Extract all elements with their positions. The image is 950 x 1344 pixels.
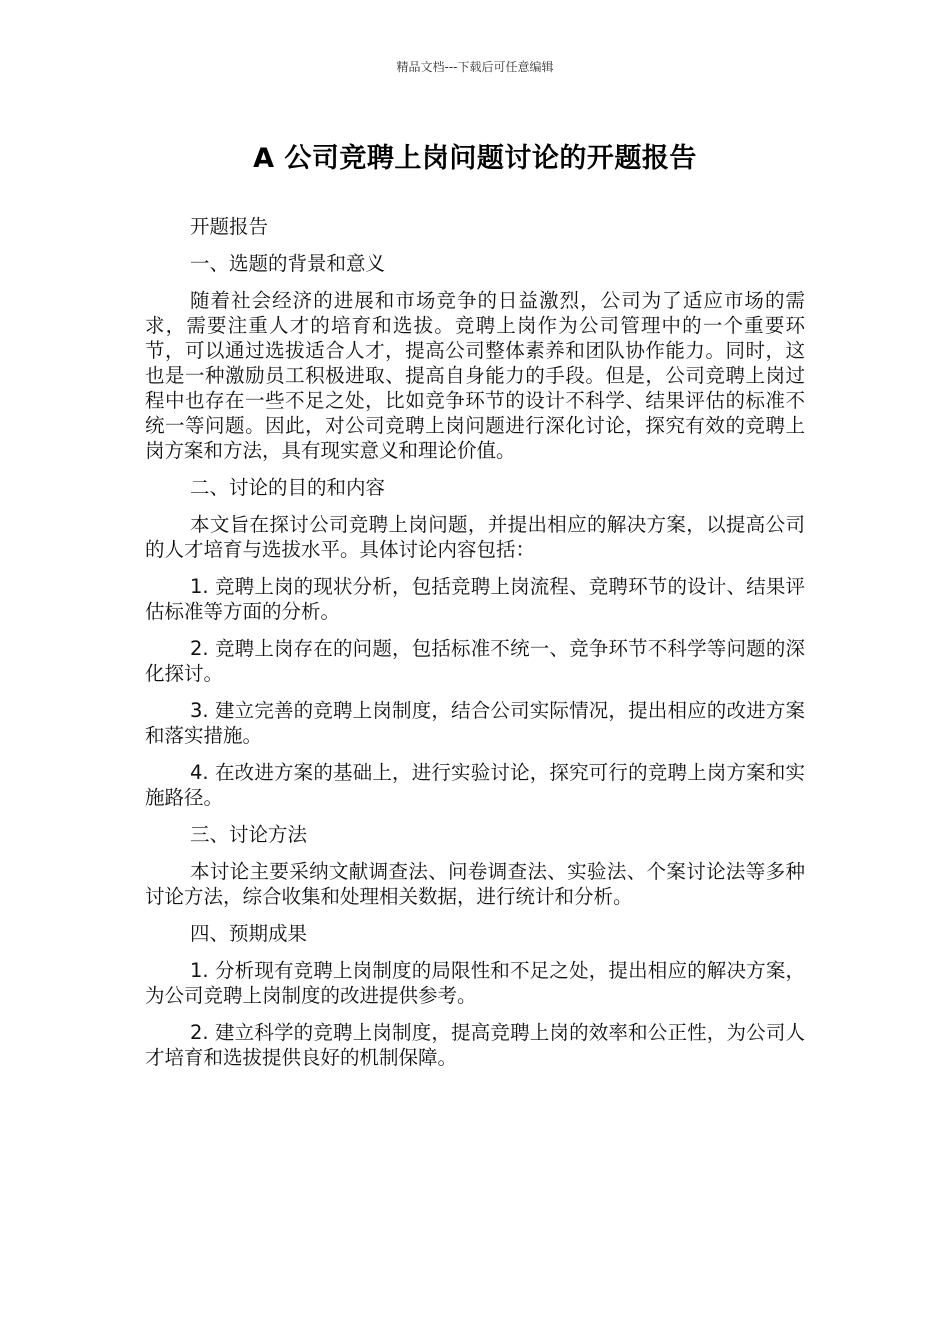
section-heading-background: 一、选题的背景和意义	[190, 252, 386, 275]
list-item-outcome-2: 2. 建立科学的竞聘上岗制度，提高竞聘上岗的效率和公正性，为公司人才培育和选拔提供良好的机制保障。	[145, 1021, 805, 1069]
paragraph-purpose: 本文旨在探讨公司竞聘上岗问题，并提出相应的解决方案，以提高公司的人才培育与选拔水平。具体讨论内容包括：	[145, 513, 805, 561]
list-item-content-4: 4. 在改进方案的基础上，进行实验讨论，探究可行的竞聘上岗方案和实施路径。	[145, 761, 805, 809]
document-body	[145, 214, 805, 1082]
paragraph-methods: 本讨论主要采纳文献调查法、问卷调查法、实验法、个案讨论法等多种讨论方法，综合收集和处理相关数据，进行统计和分析。	[145, 860, 805, 908]
section-heading-purpose: 二、讨论的目的和内容	[190, 476, 386, 499]
paragraph-background: 随着社会经济的进展和市场竞争的日益激烈，公司为了适应市场的需求，需要注重人才的培育和选拔。竞聘上岗作为公司管理中的一个重要环节，可以通过选拔适合人才，提高公司整体素养和团队协作能力。同时，这也是一种激励员工积极进取、提高自身能力的手段。但是，公司竞聘上岗过程中也存在一些不足之处，比如竞争环节的设计不科学、结果评估的标准不统一等问题。因此，对公司竞聘上岗问题进行深化讨论，探究有效的竞聘上岗方案和方法，具有现实意义和理论价值。	[145, 289, 805, 462]
page-header-note: 精品文档---下载后可任意编辑	[396, 60, 554, 74]
section-heading-methods: 三、讨论方法	[190, 823, 308, 846]
list-item-content-2: 2. 竞聘上岗存在的问题，包括标准不统一、竞争环节不科学等问题的深化探讨。	[145, 637, 805, 685]
document-title: A 公司竞聘上岗问题讨论的开题报告	[253, 143, 697, 174]
paragraph-report-label: 开题报告	[190, 215, 269, 238]
list-item-content-1: 1. 竞聘上岗的现状分析，包括竞聘上岗流程、竞聘环节的设计、结果评估标准等方面的分析。	[145, 575, 805, 623]
section-heading-outcomes: 四、预期成果	[190, 922, 308, 945]
list-item-outcome-1: 1. 分析现有竞聘上岗制度的局限性和不足之处，提出相应的解决方案，为公司竞聘上岗制度的改进提供参考。	[145, 959, 805, 1007]
list-item-content-3: 3. 建立完善的竞聘上岗制度，结合公司实际情况，提出相应的改进方案和落实措施。	[145, 699, 805, 747]
